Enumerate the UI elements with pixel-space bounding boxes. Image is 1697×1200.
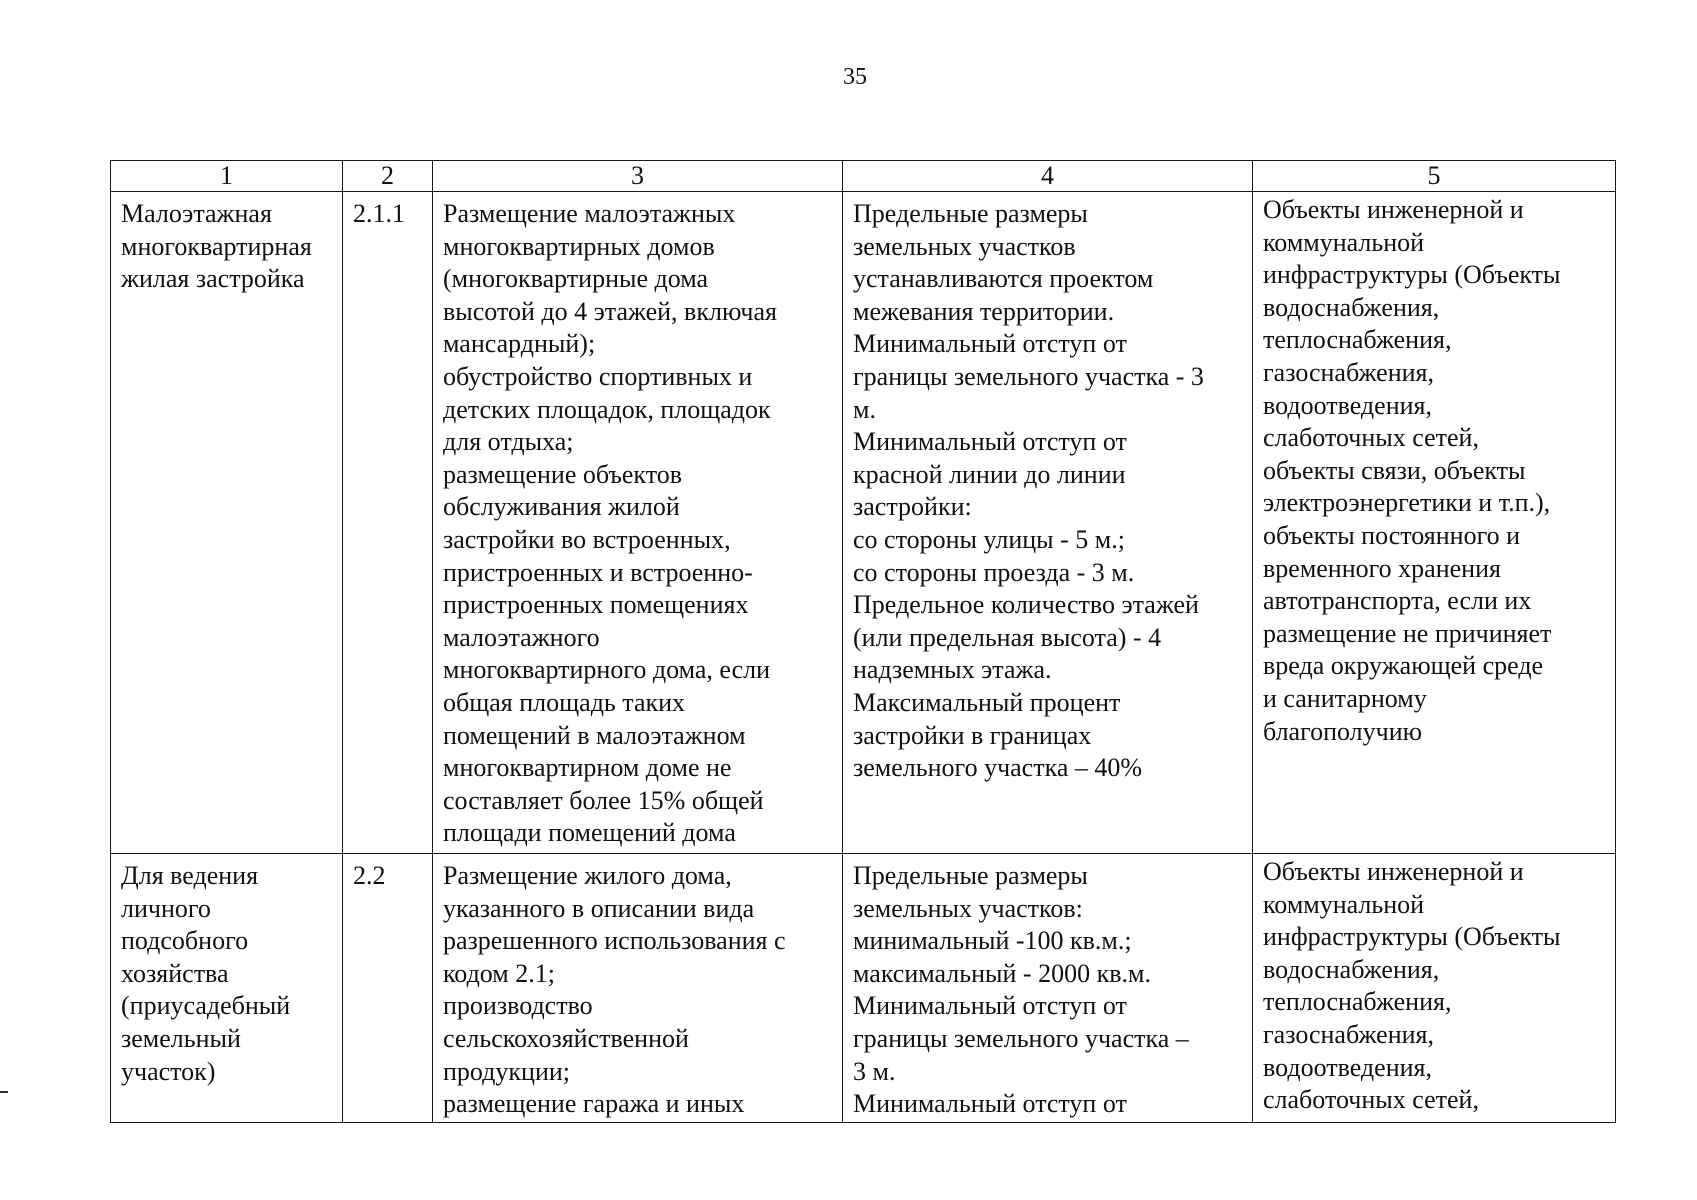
cell-text-line: пристроенных и встроенно- (443, 557, 753, 587)
cell-text-line: Малоэтажная (121, 199, 272, 228)
cell-text-line: Размещение жилого дома, (443, 861, 732, 890)
cell-text-line: водоотведения, (1263, 1052, 1432, 1082)
cell-text-line: границы земельного участка – (853, 1023, 1189, 1053)
cell-text-line: газоснабжения, (1263, 1019, 1434, 1049)
cell-text-line: слаботочных сетей, (1263, 1085, 1479, 1115)
cell-text-line: объекты постоянного и (1263, 520, 1521, 550)
margin-mark (0, 1091, 8, 1093)
cell-text-line: инфраструктуры (Объекты (1263, 922, 1561, 952)
cell-text-line: застройки в границах (853, 720, 1092, 750)
cell-text-line: со стороны улицы - 5 м.; (853, 524, 1125, 554)
cell-text-line: многоквартирном доме не (443, 753, 732, 783)
cell-text-line: для отдыха; (443, 427, 574, 457)
land-use-code: 2.2 (353, 861, 386, 890)
cell-text-line: устанавливаются проектом (853, 264, 1154, 294)
cell-text-line: красной линии до линии (853, 459, 1126, 489)
cell-text-line: Предельные размеры (853, 199, 1088, 228)
cell-text-line: надземных этажа. (853, 655, 1052, 685)
cell-text-line: земельный (121, 1023, 241, 1053)
cell-text-line: водоснабжения, (1263, 292, 1440, 322)
cell-text-line: земельного участка – 40% (853, 753, 1143, 783)
cell-text-line: продукции; (443, 1056, 570, 1086)
cell-text-line: хозяйства (121, 958, 229, 988)
cell-text-line: многоквартирная (121, 231, 312, 261)
cell-text-line: Минимальный отступ от (853, 427, 1127, 457)
cell-text-line: слаботочных сетей, (1263, 423, 1479, 453)
land-use-description-cell (433, 854, 843, 1123)
cell-text-line: Предельные размеры (853, 861, 1088, 890)
column-number-1: 1 (111, 161, 343, 192)
cell-text-line: помещений в малоэтажном (443, 720, 746, 750)
cell-text-line: многоквартирных домов (443, 231, 715, 261)
column-number-4: 4 (843, 161, 1253, 192)
cell-text-line: Объекты инженерной и (1263, 195, 1524, 224)
cell-text-line: сельскохозяйственной (443, 1023, 689, 1053)
cell-text-line: разрешенного использования с (443, 926, 786, 956)
cell-text-line: инфраструктуры (Объекты (1263, 260, 1561, 290)
cell-text-line: составляет более 15% общей (443, 785, 764, 815)
cell-text-line: Предельное количество этажей (853, 590, 1199, 620)
cell-text-line: м. (853, 394, 876, 424)
cell-text-line: многоквартирного дома, если (443, 655, 771, 685)
cell-text-line: максимальный - 2000 кв.м. (853, 958, 1151, 988)
cell-text-line: пристроенных помещениях (443, 590, 749, 620)
cell-text-line: общая площадь таких (443, 687, 686, 717)
cell-text-line: со стороны проезда - 3 м. (853, 557, 1135, 587)
cell-text-line: высотой до 4 этажей, включая (443, 296, 777, 326)
cell-text-line: Для ведения (121, 861, 259, 890)
land-use-parameters-cell (843, 854, 1253, 1123)
cell-text-line: газоснабжения, (1263, 357, 1434, 387)
cell-text-line: мансардный); (443, 329, 596, 359)
cell-text-line: указанного в описании вида (443, 893, 755, 923)
cell-text-line: детских площадок, площадок (443, 394, 771, 424)
cell-text-line: благополучию (1263, 716, 1423, 746)
cell-text-line: и санитарному (1263, 683, 1427, 713)
land-use-description-cell (433, 192, 843, 854)
cell-text-line: размещение гаража и иных (443, 1089, 745, 1119)
cell-text-line: обслуживания жилой (443, 492, 680, 522)
permitted-objects-cell (1253, 854, 1616, 1123)
cell-text-line: обустройство спортивных и (443, 361, 753, 391)
cell-text-line: жилая застройка (121, 264, 305, 294)
cell-text-line: коммунальной (1263, 889, 1425, 919)
cell-text-line: застройки во встроенных, (443, 524, 731, 554)
cell-text-line: вреда окружающей среде (1263, 651, 1544, 681)
cell-text-line: 3 м. (853, 1056, 896, 1086)
cell-text-line: малоэтажного (443, 622, 600, 652)
cell-text-line: размещение объектов (443, 459, 683, 489)
land-use-parameters-cell (843, 192, 1253, 854)
cell-text-line: водоснабжения, (1263, 954, 1440, 984)
cell-text-line: объекты связи, объекты (1263, 455, 1526, 485)
cell-text-line: застройки: (853, 492, 972, 522)
cell-text-line: автотранспорта, если их (1263, 586, 1532, 616)
cell-text-line: земельных участков (853, 231, 1076, 261)
cell-text-line: площади помещений дома (443, 818, 736, 848)
cell-text-line: электроэнергетики и т.п.), (1263, 488, 1551, 518)
land-use-code: 2.1.1 (353, 199, 405, 228)
cell-text-line: кодом 2.1; (443, 958, 555, 988)
cell-text-line: участок) (121, 1056, 216, 1086)
cell-text-line: размещение не причиняет (1263, 618, 1552, 648)
cell-text-line: Минимальный отступ от (853, 329, 1127, 359)
column-number-2: 2 (343, 161, 433, 192)
cell-text-line: Минимальный отступ от (853, 991, 1127, 1021)
land-use-table (110, 160, 1616, 1123)
cell-text-line: Минимальный отступ от (853, 1089, 1127, 1119)
land-use-name-cell (111, 854, 343, 1123)
cell-text-line: (или предельная высота) - 4 (853, 622, 1162, 652)
cell-text-line: теплоснабжения, (1263, 987, 1452, 1017)
cell-text-line: Размещение малоэтажных (443, 199, 736, 228)
cell-text-line: водоотведения, (1263, 390, 1432, 420)
land-use-name-cell (111, 192, 343, 854)
land-use-code-cell (343, 192, 433, 854)
cell-text-line: Объекты инженерной и (1263, 857, 1524, 886)
cell-text-line: границы земельного участка - 3 (853, 361, 1204, 391)
cell-text-line: земельных участков: (853, 893, 1083, 923)
table-header-row (111, 161, 1616, 192)
cell-text-line: теплоснабжения, (1263, 325, 1452, 355)
permitted-objects-cell (1253, 192, 1616, 854)
cell-text-line: Максимальный процент (853, 687, 1121, 717)
cell-text-line: личного (121, 893, 211, 923)
land-use-code-cell (343, 854, 433, 1123)
cell-text-line: минимальный -100 кв.м.; (853, 926, 1132, 956)
cell-text-line: подсобного (121, 926, 249, 956)
cell-text-line: (приусадебный (121, 991, 291, 1021)
cell-text-line: коммунальной (1263, 227, 1425, 257)
cell-text-line: межевания территории. (853, 296, 1115, 326)
page-number: 35 (843, 64, 867, 90)
cell-text-line: производство (443, 991, 593, 1021)
column-number-5: 5 (1253, 161, 1616, 192)
column-number-3: 3 (433, 161, 843, 192)
table-row (111, 192, 1616, 854)
cell-text-line: (многоквартирные дома (443, 264, 709, 294)
table-row (111, 854, 1616, 1123)
cell-text-line: временного хранения (1263, 553, 1501, 583)
